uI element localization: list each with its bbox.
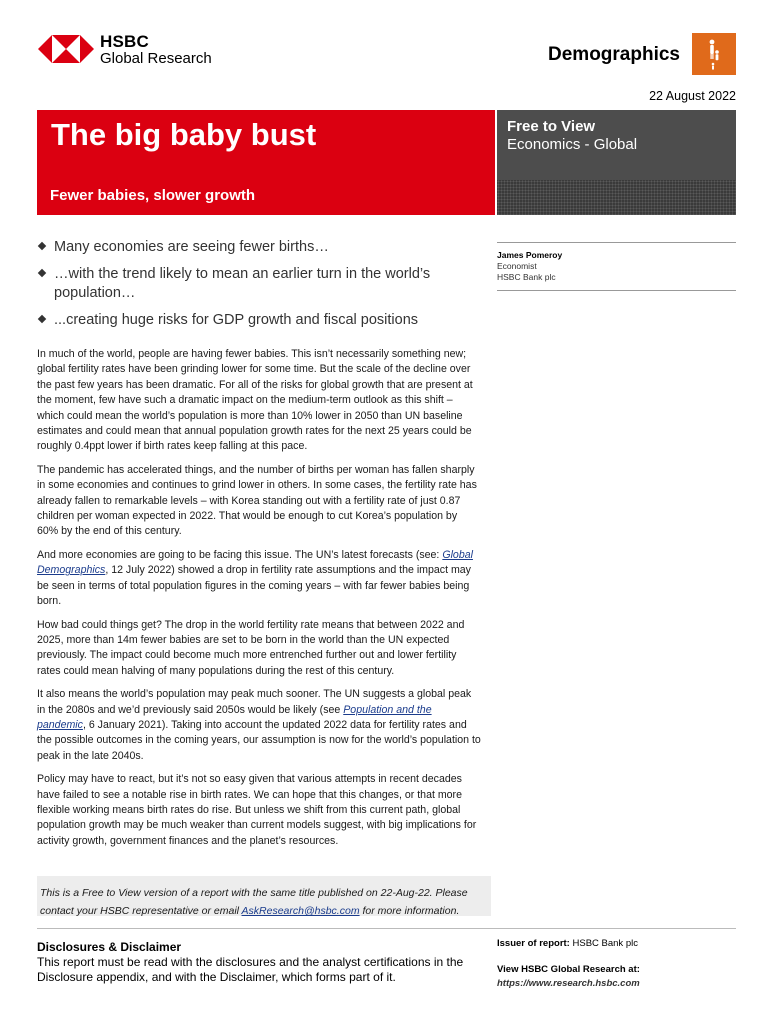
- key-point: …with the trend likely to mean an earlier turn in the world’s population…: [37, 265, 477, 303]
- report-subtitle: Fewer babies, slower growth: [50, 187, 256, 204]
- footer-divider: [37, 928, 736, 929]
- section-title: Demographics: [548, 44, 680, 65]
- view-research-label: View HSBC Global Research at:: [497, 964, 640, 975]
- paragraph: It also means the world’s population may peak much sooner. The UN suggests a global peak in the 2080s and we’d previously said 2050s would be likely (see Population and the pandemic, 6 January 2021). Taking into account the updated 2022 data for fertility rates and the possible outcomes in the coming years, our assumption is now for the world’s population to peak in the late 2040s.: [37, 688, 481, 762]
- brand-subtitle: Global Research: [100, 50, 212, 67]
- key-points: [37, 238, 477, 338]
- panel-strip: [497, 180, 736, 215]
- population-pandemic-link[interactable]: Population and the pandemic: [37, 703, 432, 731]
- title-banner: [37, 110, 495, 215]
- disclosures-title: Disclosures & Disclaimer: [37, 940, 182, 954]
- body-text: [37, 347, 481, 857]
- email-link[interactable]: AskResearch@hsbc.com: [241, 905, 360, 917]
- access-panel: [497, 110, 736, 215]
- author-block: [497, 250, 562, 283]
- paragraph: Policy may have to react, but it’s not so easy given that various attempts in recent decades have failed to see a notable rise in birth rates. We can hope that this changes, or that more flexible working means birth rates do rise. But unless we shift from this current path, global population growth may be much weaker than current models suggest, with big implications for activity growth, government finances and the planet’s resources.: [37, 773, 477, 847]
- author-organization: HSBC Bank plc: [497, 272, 556, 282]
- people-icon: [692, 33, 736, 75]
- global-demographics-link[interactable]: Global Demographics: [37, 548, 473, 577]
- diamond-bullet-icon: [38, 269, 46, 277]
- diamond-bullet-icon: [38, 315, 46, 323]
- author-divider-top: [497, 242, 736, 243]
- report-category: Economics - Global: [507, 136, 638, 153]
- issuer-line: Issuer of report: HSBC Bank plc: [497, 938, 638, 949]
- key-point: ...creating huge risks for GDP growth and fiscal positions: [37, 311, 477, 330]
- paragraph: In much of the world, people are having fewer babies. This isn’t necessarily something new; global fertility rates have been grinding lower for some time. But the scale of the decline over the past few years has been dramatic. For all of the risks for global growth that are present at the moment, few have such a dramatic impact on the medium-term outlook as this shift – which could mean the world’s population is more than 10% lower in 2050 than UN baseline estimates and could mean that annual population growth rates for the next 25 years could be roughly 0.4ppt lower if birth rates keep falling at this pace.: [37, 348, 473, 453]
- author-role: Economist: [497, 261, 537, 271]
- key-point: Many economies are seeing fewer births…: [37, 238, 477, 257]
- report-title: The big baby bust: [51, 117, 317, 152]
- paragraph: How bad could things get? The drop in the world fertility rate means that between 2022 and 2025, more than 14m fewer babies are set to be born in the world than the UN expected previously. The impact could become much more entrenched further out and lower fertility rates could mean halving of many populations during the rest of this century.: [37, 618, 465, 677]
- disclosures-text: This report must be read with the disclosures and the analyst certifications in the Disclosure appendix, and with the Disclaimer, which forms part of it.: [37, 955, 464, 984]
- author-divider-bottom: [497, 290, 736, 291]
- diamond-bullet-icon: [38, 242, 46, 250]
- free-to-view-notice: This is a Free to View version of a report with the same title published on 22-Aug-22. Please contact your HSBC representative or email AskResearch@hsbc.com for more information.: [37, 876, 491, 916]
- brand-name: HSBC: [100, 32, 149, 51]
- paragraph: And more economies are going to be facing this issue. The UN’s latest forecasts (see: Global Demographics, 12 July 2022) showed a drop in fertility rate assumptions and the impact may be seen in terms of total population figures in the coming years – with far fewer babies being born.: [37, 548, 473, 608]
- hsbc-hexagon-icon: [38, 35, 94, 63]
- free-to-view-label: Free to View: [507, 118, 596, 135]
- paragraph: The pandemic has accelerated things, and the number of births per woman has fallen sharply in some economies and continues to grind lower in others. In some cases, the fertility rate has already fallen to remarkable levels – with Korea standing out with a fertility rate of just 0.87 children per woman expected in 2022. That would be enough to cut Korea’s population by 60% by the end of this century.: [37, 463, 477, 538]
- research-url-link[interactable]: https://www.research.hsbc.com: [497, 978, 640, 989]
- author-name: James Pomeroy: [497, 250, 563, 260]
- report-date: 22 August 2022: [649, 89, 736, 103]
- hsbc-logo: [38, 33, 218, 67]
